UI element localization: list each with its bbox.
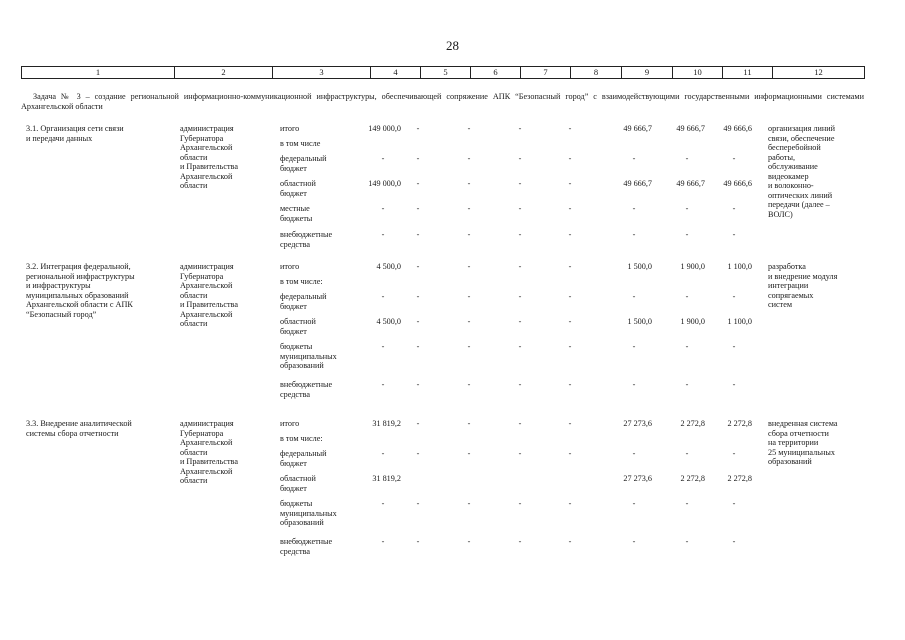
funding-value: - — [568, 499, 572, 508]
funding-source-line: бюджет — [280, 163, 307, 173]
executor-line: области — [180, 152, 208, 162]
expected-result-line: внедренная система — [768, 419, 838, 428]
funding-value: 1 100,0 — [727, 262, 752, 271]
funding-value: - — [518, 262, 522, 271]
funding-value: 2 272,8 — [727, 419, 752, 428]
activity-name-line: 3.3. Внедрение аналитической — [26, 419, 132, 428]
column-number-8: 8 — [571, 67, 622, 79]
funding-value: - — [518, 230, 522, 239]
activity-name-line: и передачи данных — [26, 133, 93, 143]
activity-name-line: “Безопасный город” — [26, 309, 97, 319]
funding-value: 2 272,8 — [727, 474, 752, 483]
funding-value: - — [467, 292, 471, 301]
funding-source-line: бюджеты — [280, 499, 313, 508]
expected-result-line: интеграции — [768, 281, 809, 290]
funding-value: - — [685, 537, 689, 546]
expected-result-line: работы, — [768, 152, 796, 162]
executor-line: Губернатора — [180, 271, 224, 281]
funding-value: - — [467, 499, 471, 508]
funding-value: 2 272,8 — [680, 474, 705, 483]
funding-value: 1 900,0 — [680, 317, 705, 326]
column-number-4: 4 — [371, 67, 421, 79]
funding-value: - — [381, 292, 385, 301]
column-number-10: 10 — [673, 67, 723, 79]
activity-name-line: региональной инфраструктуры — [26, 271, 135, 281]
funding-value: - — [467, 154, 471, 163]
funding-value: - — [518, 380, 522, 389]
funding-value: - — [568, 342, 572, 351]
column-number-2: 2 — [175, 67, 273, 79]
funding-value: - — [416, 204, 420, 213]
funding-value: - — [568, 292, 572, 301]
funding-value: - — [416, 292, 420, 301]
executor-line: области — [180, 476, 208, 485]
funding-value: - — [416, 499, 420, 508]
funding-value: - — [568, 154, 572, 163]
page-number: 28 — [446, 38, 459, 53]
activity-name-line: 3.2. Интеграция федеральной, — [26, 262, 131, 271]
funding-value: - — [732, 380, 736, 389]
funding-value: 1 500,0 — [627, 262, 652, 271]
funding-value: 4 500,0 — [376, 262, 401, 271]
funding-value: - — [467, 419, 471, 428]
funding-value: - — [568, 419, 572, 428]
funding-source-line: бюджеты — [280, 213, 313, 223]
funding-value: - — [685, 230, 689, 239]
funding-value: - — [416, 124, 420, 133]
funding-value: - — [518, 179, 522, 188]
funding-value: - — [732, 230, 736, 239]
expected-result-line: видеокамер — [768, 171, 809, 181]
activity-name-line: и инфраструктуры — [26, 281, 91, 290]
funding-value: - — [416, 230, 420, 239]
column-number-5: 5 — [421, 67, 471, 79]
funding-source-line: внебюджетные — [280, 230, 333, 239]
funding-source-line: итого — [280, 419, 300, 428]
funding-value: - — [381, 342, 385, 351]
funding-value: 31 819,2 — [372, 474, 401, 483]
funding-value: - — [381, 449, 385, 458]
expected-result-line: и внедрение модуля — [768, 271, 838, 281]
expected-result-line: сопрягаемых — [768, 290, 814, 300]
executor-line: Губернатора — [180, 133, 224, 143]
funding-source-line: в том числе — [280, 139, 321, 148]
funding-value: - — [467, 179, 471, 188]
expected-result-line: разработка — [768, 262, 806, 271]
expected-result-line: образований — [768, 457, 812, 466]
funding-value: 31 819,2 — [372, 419, 401, 428]
funding-value: - — [732, 154, 736, 163]
executor-line: Архангельской — [180, 143, 233, 152]
activity-name-line: Архангельской области с АПК — [26, 300, 133, 309]
funding-value: - — [632, 449, 636, 458]
funding-source-line: образований — [280, 518, 324, 527]
funding-value: - — [381, 230, 385, 239]
funding-value: 27 273,6 — [623, 474, 652, 483]
funding-value: - — [732, 449, 736, 458]
funding-value: - — [467, 342, 471, 351]
funding-value: - — [685, 204, 689, 213]
executor-line: Губернатора — [180, 428, 224, 438]
funding-value: - — [416, 537, 420, 546]
funding-value: - — [381, 154, 385, 163]
expected-result-line: бесперебойной — [768, 143, 821, 152]
funding-value: - — [518, 154, 522, 163]
expected-result-line: обслуживание — [768, 162, 818, 171]
column-number-1: 1 — [22, 67, 175, 79]
funding-value: - — [632, 292, 636, 301]
funding-value: - — [518, 204, 522, 213]
funding-source-line: областной — [280, 474, 316, 483]
expected-result-line: и волоконно- — [768, 181, 814, 190]
funding-source-line: итого — [280, 124, 300, 133]
funding-value: - — [632, 230, 636, 239]
funding-source-line: внебюджетные — [280, 380, 333, 389]
funding-source-line: итого — [280, 262, 300, 271]
funding-value: - — [685, 342, 689, 351]
funding-source-line: образований — [280, 361, 324, 370]
funding-value: 49 666,7 — [676, 179, 705, 188]
funding-source-line: средства — [280, 239, 311, 249]
funding-value: - — [467, 317, 471, 326]
expected-result-line: ВОЛС) — [768, 209, 793, 219]
funding-value: - — [416, 342, 420, 351]
funding-value: 27 273,6 — [623, 419, 652, 428]
funding-source-line: федеральный — [280, 154, 327, 163]
funding-source-line: бюджеты — [280, 342, 313, 351]
funding-value: 1 100,0 — [727, 317, 752, 326]
funding-source-line: средства — [280, 546, 311, 556]
funding-source-line: федеральный — [280, 292, 327, 301]
funding-value: - — [732, 499, 736, 508]
funding-value: - — [685, 380, 689, 389]
expected-result-line: сбора отчетности — [768, 428, 829, 438]
funding-value: - — [381, 499, 385, 508]
funding-value: - — [568, 262, 572, 271]
funding-value: - — [732, 342, 736, 351]
funding-source-line: муниципальных — [280, 351, 337, 361]
funding-value: - — [416, 380, 420, 389]
funding-value: - — [518, 499, 522, 508]
funding-source-line: областной — [280, 179, 316, 188]
executor-line: области — [180, 290, 208, 300]
funding-value: - — [632, 537, 636, 546]
funding-value: - — [518, 419, 522, 428]
funding-value: - — [416, 449, 420, 458]
expected-result-line: передачи (далее – — [768, 200, 830, 209]
expected-result-line: систем — [768, 300, 793, 309]
expected-result-line: связи, обеспечение — [768, 133, 835, 143]
funding-value: - — [632, 499, 636, 508]
funding-value: 2 272,8 — [680, 419, 705, 428]
funding-value: - — [732, 204, 736, 213]
funding-value: - — [518, 317, 522, 326]
funding-value: - — [568, 380, 572, 389]
funding-value: - — [685, 154, 689, 163]
funding-value: - — [416, 179, 420, 188]
funding-value: - — [518, 292, 522, 301]
executor-line: и Правительства — [180, 162, 238, 171]
funding-value: - — [416, 262, 420, 271]
funding-value: - — [518, 537, 522, 546]
funding-value: - — [518, 449, 522, 458]
funding-value: - — [381, 537, 385, 546]
funding-value: - — [467, 204, 471, 213]
funding-value: - — [467, 449, 471, 458]
activity-name-line: муниципальных образований — [26, 290, 129, 300]
funding-value: - — [632, 204, 636, 213]
task-description: Задача № 3 – создание региональной информационно-коммуникационной инфраструктуры, обеспечивающей сопряжение АПК “Безопасный город” с взаимодействующими государственными информационными системами Архангельской области — [21, 92, 864, 111]
funding-value: - — [467, 124, 471, 133]
funding-value: 49 666,6 — [723, 179, 752, 188]
funding-value: - — [632, 342, 636, 351]
funding-value: - — [732, 292, 736, 301]
funding-source-line: в том числе: — [280, 434, 323, 443]
executor-line: Архангельской — [180, 171, 233, 181]
funding-source-line: внебюджетные — [280, 537, 333, 546]
funding-value: - — [632, 154, 636, 163]
activity-name-line: 3.1. Организация сети связи — [26, 124, 124, 133]
funding-source-line: бюджет — [280, 483, 307, 493]
funding-source-line: средства — [280, 389, 311, 399]
executor-line: администрация — [180, 419, 234, 428]
funding-value: - — [381, 380, 385, 389]
funding-value: - — [685, 292, 689, 301]
funding-value: - — [518, 342, 522, 351]
funding-value: 1 900,0 — [680, 262, 705, 271]
executor-line: области — [180, 319, 208, 328]
funding-source-line: муниципальных — [280, 508, 337, 518]
activity-name-line: системы сбора отчетности — [26, 428, 119, 438]
column-number-12: 12 — [773, 67, 865, 79]
funding-value: - — [416, 419, 420, 428]
funding-value: - — [732, 537, 736, 546]
expected-result-line: на территории — [768, 438, 819, 447]
funding-value: - — [568, 124, 572, 133]
executor-line: Архангельской — [180, 438, 233, 447]
funding-value: 49 666,7 — [623, 179, 652, 188]
funding-source-line: бюджет — [280, 326, 307, 336]
funding-value: - — [568, 230, 572, 239]
executor-line: Архангельской — [180, 281, 233, 290]
executor-line: администрация — [180, 124, 234, 133]
funding-value: 49 666,7 — [623, 124, 652, 133]
funding-source-line: местные — [280, 204, 310, 213]
funding-value: - — [467, 262, 471, 271]
column-number-3: 3 — [273, 67, 371, 79]
funding-value: 49 666,6 — [723, 124, 752, 133]
funding-value: - — [568, 317, 572, 326]
column-number-6: 6 — [471, 67, 521, 79]
funding-source-line: бюджет — [280, 458, 307, 468]
funding-value: - — [381, 204, 385, 213]
funding-value: - — [568, 179, 572, 188]
funding-source-line: областной — [280, 317, 316, 326]
funding-source-line: в том числе: — [280, 277, 323, 286]
funding-source-line: бюджет — [280, 188, 307, 198]
funding-value: - — [568, 449, 572, 458]
funding-value: - — [416, 317, 420, 326]
funding-value: 4 500,0 — [376, 317, 401, 326]
funding-value: - — [518, 124, 522, 133]
executor-line: и Правительства — [180, 300, 238, 309]
expected-result-line: 25 муниципальных — [768, 447, 835, 457]
executor-line: администрация — [180, 262, 234, 271]
executor-line: области — [180, 181, 208, 190]
funding-value: - — [467, 230, 471, 239]
executor-line: области — [180, 447, 208, 457]
column-number-header — [21, 66, 865, 79]
funding-value: - — [685, 449, 689, 458]
executor-line: и Правительства — [180, 457, 238, 466]
funding-value: 149 000,0 — [368, 179, 401, 188]
funding-value: - — [632, 380, 636, 389]
column-number-11: 11 — [723, 67, 773, 79]
expected-result-line: оптических линий — [768, 190, 833, 200]
funding-value: 1 500,0 — [627, 317, 652, 326]
funding-source-line: федеральный — [280, 449, 327, 458]
funding-value: - — [467, 537, 471, 546]
funding-source-line: бюджет — [280, 301, 307, 311]
funding-value: - — [416, 154, 420, 163]
expected-result-line: организация линий — [768, 124, 835, 133]
funding-value: 49 666,7 — [676, 124, 705, 133]
funding-value: - — [467, 380, 471, 389]
executor-line: Архангельской — [180, 466, 233, 476]
executor-line: Архангельской — [180, 309, 233, 319]
funding-value: - — [685, 499, 689, 508]
funding-value: 149 000,0 — [368, 124, 401, 133]
funding-value: - — [568, 204, 572, 213]
column-number-9: 9 — [622, 67, 673, 79]
funding-value: - — [568, 537, 572, 546]
column-number-7: 7 — [521, 67, 571, 79]
